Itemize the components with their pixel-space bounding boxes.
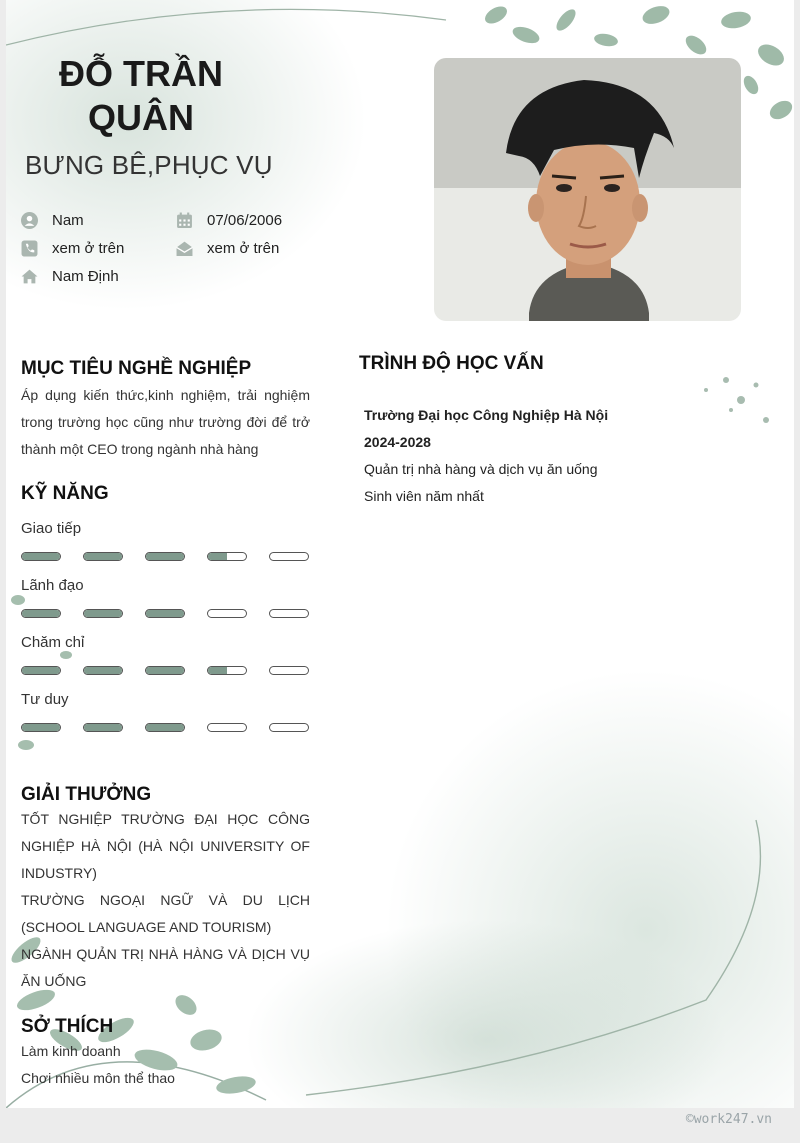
hobby-item: Làm kinh doanh [21, 1043, 121, 1059]
person-icon [21, 212, 38, 229]
skill-level-fill [84, 724, 122, 731]
skill-level-pill [269, 723, 309, 732]
skill-label: Lãnh đạo [21, 577, 84, 594]
skill-level-pill [207, 723, 247, 732]
skill-level-fill [146, 724, 184, 731]
birthday-row [176, 212, 326, 230]
skill-level-pill [145, 723, 185, 732]
skill-level-pill [269, 552, 309, 561]
skill-level-fill [208, 553, 227, 560]
objective-text: Áp dụng kiến thức,kinh nghiệm, trải nghiệm trong trường học cũng như trường đời để trở thành một CEO trong ngành nhà hàng [21, 387, 310, 457]
skill-level-fill [146, 553, 184, 560]
gender-row [21, 212, 171, 230]
skill-level-fill [208, 667, 227, 674]
skill-level-pill [21, 723, 61, 732]
skill-bars [21, 609, 321, 621]
cv-page [6, 0, 794, 1108]
skill-level-pill [207, 552, 247, 561]
skill-level-pill [21, 552, 61, 561]
job-title: BƯNG BÊ,PHỤC VỤ [25, 150, 273, 180]
skill-level-pill [83, 552, 123, 561]
hobbies-list [21, 1038, 310, 1092]
skill-level-pill [145, 552, 185, 561]
skill-level-fill [84, 553, 122, 560]
skill-bars [21, 552, 321, 564]
skill-label: Chăm chỉ [21, 634, 85, 651]
name-line-2: QUÂN [88, 97, 194, 138]
skill-level-pill [83, 723, 123, 732]
email-value: xem ở trên [207, 240, 280, 257]
awards-title: GIẢI THƯỞNG [21, 784, 152, 805]
skill-level-pill [145, 666, 185, 675]
hobbies-title: SỞ THÍCH [21, 1016, 114, 1037]
skill-level-fill [22, 667, 60, 674]
address-value: Nam Định [52, 268, 119, 285]
award-item: NGÀNH QUẢN TRỊ NHÀ HÀNG VÀ DỊCH VỤ ĂN UỐNG [21, 946, 310, 989]
skill-level-pill [269, 666, 309, 675]
watermark: ©work247.vn [685, 1112, 772, 1127]
gender-value: Nam [52, 212, 84, 229]
home-icon [21, 268, 38, 285]
birthday-value: 07/06/2006 [207, 212, 283, 229]
skill-level-fill [84, 667, 122, 674]
hobby-item: Chơi nhiều môn thể thao [21, 1070, 175, 1086]
email-row [176, 240, 326, 258]
address-row [21, 268, 171, 286]
awards-text [21, 806, 310, 995]
school-name: Trường Đại học Công Nghiệp Hà Nội [364, 407, 609, 423]
skills-list [21, 518, 321, 738]
skill-level-pill [145, 609, 185, 618]
avatar [434, 58, 741, 321]
calendar-icon [176, 212, 193, 229]
education-title: TRÌNH ĐỘ HỌC VẤN [359, 353, 544, 374]
skill-level-pill [21, 666, 61, 675]
skill-level-pill [83, 666, 123, 675]
education-entry [364, 402, 744, 510]
major: Quản trị nhà hàng và dịch vụ ăn uống [364, 461, 598, 477]
skill-level-fill [84, 610, 122, 617]
phone-icon [21, 240, 38, 257]
skill-level-pill [83, 609, 123, 618]
objective-title: MỤC TIÊU NGHỀ NGHIỆP [21, 358, 252, 379]
phone-row [21, 240, 171, 258]
envelope-open-icon [176, 240, 193, 257]
name-line-1: ĐỖ TRẦN [59, 53, 223, 94]
skill-level-pill [207, 666, 247, 675]
phone-value: xem ở trên [52, 240, 125, 257]
study-years: 2024-2028 [364, 434, 431, 450]
skill-level-fill [146, 667, 184, 674]
skill-level-fill [22, 553, 60, 560]
skill-level-pill [269, 609, 309, 618]
skill-bars [21, 723, 321, 735]
skill-level-pill [207, 609, 247, 618]
skill-level-fill [22, 724, 60, 731]
candidate-name [6, 52, 276, 140]
education-note: Sinh viên năm nhất [364, 488, 484, 504]
skill-label: Tư duy [21, 691, 69, 708]
award-item: TRƯỜNG NGOẠI NGỮ VÀ DU LỊCH (SCHOOL LANGUAGE AND TOURISM) [21, 892, 310, 935]
skills-title: KỸ NĂNG [21, 483, 109, 504]
skill-level-pill [21, 609, 61, 618]
award-item: TỐT NGHIỆP TRƯỜNG ĐẠI HỌC CÔNG NGHIỆP HÀ NỘI (HÀ NỘI UNIVERSITY OF INDUSTRY) [21, 811, 310, 881]
skill-label: Giao tiếp [21, 520, 82, 537]
profile-photo [434, 58, 741, 321]
skill-level-fill [146, 610, 184, 617]
skill-bars [21, 666, 321, 678]
skill-level-fill [22, 610, 60, 617]
